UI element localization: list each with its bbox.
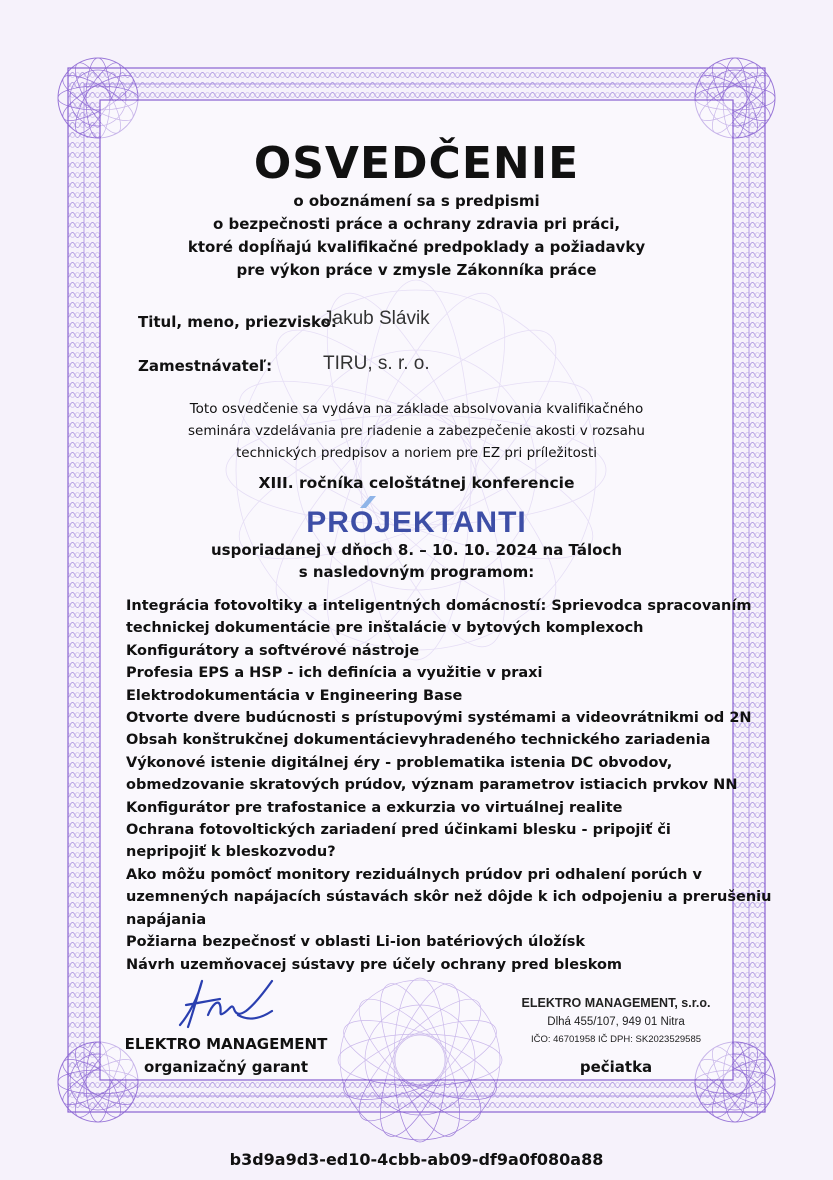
employer-label: Zamestnávateľ: xyxy=(138,357,273,375)
intro-line: technických predpisov a noriem pre EZ pri príležitosti xyxy=(236,445,597,461)
program-item: Konfigurátory a softvérové nástroje xyxy=(126,642,420,659)
stamp-label: pečiatka xyxy=(579,1058,653,1076)
employer-value: TIRU, s. r. o. xyxy=(323,353,430,374)
program-list xyxy=(126,595,772,976)
subtitle-line: pre výkon práce v zmysle Zákonníka práce xyxy=(236,261,597,279)
program-item: Elektrodokumentácia v Engineering Base xyxy=(126,687,463,704)
intro-line: seminára vzdelávania pre riadenie a zabezpečenie akosti v rozsahu xyxy=(188,423,645,439)
subtitle-line: o oboznámení sa s predpismi xyxy=(293,192,540,210)
program-item: Ako môžu pomôcť monitory reziduálnych prúdov pri odhalení porúch v xyxy=(126,866,702,883)
subtitle-line: o bezpečnosti práce a ochrany zdravia pri práci, xyxy=(212,215,621,233)
program-item: Požiarna bezpečnosť v oblasti Li-ion batériových úložísk xyxy=(126,934,585,951)
program-item: Návrh uzemňovacej sústavy pre účely ochrany pred bleskom xyxy=(126,956,623,973)
program-item: obmedzovanie skratových prúdov, význam parametrov istiacich prvkov NN xyxy=(126,777,738,794)
program-item: Ochrana fotovoltických zariadení pred účinkami blesku - pripojiť či xyxy=(126,822,671,839)
stamp-company: ELEKTRO MANAGEMENT, s.r.o. xyxy=(521,996,711,1010)
program-item: napájania xyxy=(126,911,207,928)
stamp-address: Dlhá 455/107, 949 01 Nitra xyxy=(547,1016,685,1028)
brand-text: PROJEKTANTI xyxy=(306,506,527,539)
stamp-ids: IČO: 46701958 IČ DPH: SK2023529585 xyxy=(530,1034,702,1045)
program-intro: s nasledovným programom: xyxy=(298,563,535,581)
logo-accent-icon xyxy=(358,494,380,510)
certificate-title: OSVEDČENIE xyxy=(253,138,580,189)
program-item: uzemnených napájacích sústavách skôr než dôjde k ich odpojeniu a prerušeniu xyxy=(126,889,772,906)
guarantor-name: ELEKTRO MANAGEMENT xyxy=(124,1035,328,1053)
name-label: Titul, meno, priezvisko: xyxy=(138,313,337,331)
conference-name: XIII. ročníka celoštátnej konferencie xyxy=(258,474,575,492)
projektanti-logo xyxy=(0,506,833,540)
event-dates: usporiadanej v dňoch 8. – 10. 10. 2024 na Táloch xyxy=(211,541,622,559)
program-item: Integrácia fotovoltiky a inteligentných domácností: Sprievodca spracovaním xyxy=(126,598,752,614)
program-item: Profesia EPS a HSP - ich definícia a využitie v praxi xyxy=(126,665,543,682)
certificate-code: b3d9a9d3-ed10-4cbb-ab09-df9a0f080a88 xyxy=(229,1150,604,1169)
program-item: Konfigurátor pre trafostanice a exkurzia vo virtuálnej realite xyxy=(126,799,623,816)
program-item: Obsah konštrukčnej dokumentácievyhradeného technického zariadenia xyxy=(126,732,711,749)
program-item: Výkonové istenie digitálnej éry - problematika istenia DC obvodov, xyxy=(126,754,673,771)
intro-line: Toto osvedčenie sa vydáva na základe absolvovania kvalifikačného xyxy=(189,401,644,417)
handwritten-signature xyxy=(168,975,288,1035)
program-item: Otvorte dvere budúcnosti s prístupovými systémami a videovrátnikmi od 2N xyxy=(126,710,752,727)
program-item: nepripojiť k bleskozvodu? xyxy=(126,844,336,861)
subtitle-line: ktoré dopĺňajú kvalifikačné predpoklady a požiadavky xyxy=(187,238,646,256)
name-value: Jakub Slávik xyxy=(323,308,430,329)
guarantor-role: organizačný garant xyxy=(143,1058,309,1076)
program-item: technickej dokumentácie pre inštalácie v bytových komplexoch xyxy=(126,620,644,637)
